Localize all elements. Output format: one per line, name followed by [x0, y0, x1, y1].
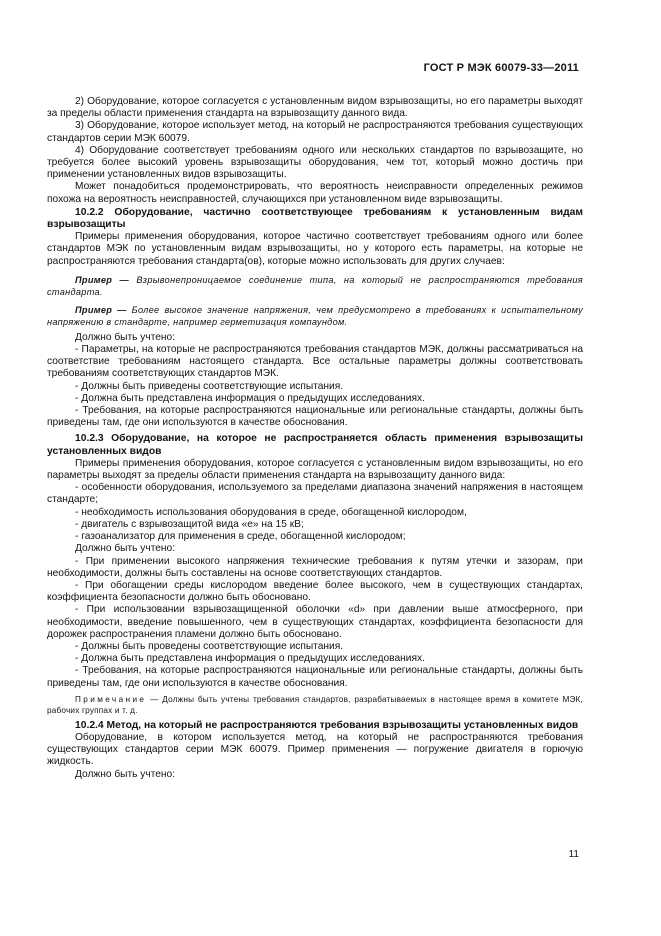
- note-text: — Должны быть учтены требования стандартов, разрабатываемых в настоящее время в комитете МЭК, рабочих группах и т. д.: [47, 694, 583, 716]
- list-item: - газоанализатор для применения в среде, обогащенной кислородом;: [75, 531, 406, 543]
- note: [47, 694, 583, 717]
- list-item: - При применении высокого напряжения технические требования к путям утечки и зазорам, при необходимости, должны быть составлены на основе соответствующих стандартов.: [47, 555, 583, 579]
- section-heading-10-2-4: 10.2.4 Метод, на который не распространяются требования взрывозащиты установленных видов: [75, 719, 579, 731]
- doc-code-header: ГОСТ Р МЭК 60079-33—2011: [423, 62, 579, 74]
- paragraph: Должно быть учтено:: [75, 543, 176, 555]
- list-item: - Должны быть приведены соответствующие испытания.: [75, 380, 344, 392]
- list-item: - двигатель с взрывозащитой вида «е» на 15 кВ;: [75, 518, 304, 530]
- list-item: - необходимость использования оборудования в среде, обогащенной кислородом,: [75, 506, 467, 518]
- paragraph: Оборудование, в котором используется метод, на который не распространяются требования существующих стандартов серии МЭК 60079. Пример применения — погружение двигателя в горючую жидкость.: [47, 731, 583, 768]
- paragraph: Примеры применения оборудования, которое частично соответствует требованиям одного или более стандартов МЭК по установленным видам взрывозащиты, но у которого есть параметры, на которые не распространяются требования стандарта(ов), которые можно использовать для других случаев:: [47, 231, 583, 267]
- example-1: [47, 274, 583, 298]
- paragraph: 2) Оборудование, которое согласуется с установленным видом взрывозащиты, но его параметры выходят за пределы области применения стандарта на взрывозащиту данного вида.: [47, 96, 583, 120]
- note-label: Примечание: [75, 694, 147, 704]
- list-item: - особенности оборудования, используемого за пределами диапазона значений напряжения в настоящем стандарте;: [47, 482, 583, 506]
- example-label: Пример —: [75, 304, 127, 315]
- page-content: [47, 96, 583, 781]
- section-heading-10-2-3: 10.2.3 Оборудование, на которое не распространяется область применения взрывозащиты установленных видов: [47, 433, 583, 457]
- page-number: 11: [568, 849, 579, 860]
- list-item: - Должны быть проведены соответствующие испытания.: [75, 640, 344, 652]
- example-text: Более высокое значение напряжения, чем предусмотрено в требованиях к испытательному напряжению в стандарте, например герметизация компаундом.: [47, 304, 583, 327]
- paragraph: Может понадобиться продемонстрировать, что вероятность неисправности определенных режимов похожа на вероятность неисправностей, случающихся при установленном виде взрывозащиты.: [47, 181, 583, 205]
- paragraph: Примеры применения оборудования, которое согласуется с установленным видом взрывозащиты, но его параметры выходят за пределы области применения стандарта на взрывозащиту данного вида:: [47, 457, 583, 482]
- list-item: - При обогащении среды кислородом введение более высокого, чем в существующих стандартах, коэффициента безопасности должно быть обосновано.: [47, 579, 583, 604]
- list-item: - Требования, на которые распространяются национальные или региональные стандарты, должны быть приведены там, где они используются в качестве обоснования.: [47, 665, 583, 689]
- list-item: - При использовании взрывозащищенной оболочки «d» при давлении выше атмосферного, при необходимости, введение повышенного, чем в существующих стандартах, коэффициента безопасности для дорожек распространения пламени должно быть обосновано.: [47, 604, 583, 640]
- list-item: - Должна быть представлена информация о предыдущих исследованиях.: [75, 653, 425, 665]
- paragraph: 4) Оборудование соответствует требованиям одного или нескольких стандартов по взрывозащите, но требуется более высокий уровень взрывозащиты оборудования, чем тот, который можно достичь при применении установленных видов взрывозащиты.: [47, 144, 583, 181]
- example-2: [47, 304, 583, 328]
- paragraph: 3) Оборудование, которое использует метод, на который не распространяются требования существующих стандартов серии МЭК 60079.: [47, 120, 583, 144]
- example-text: Взрывонепроницаемое соединение типа, на который не распространяются требования стандарта.: [47, 274, 583, 297]
- section-heading-10-2-2: 10.2.2 Оборудование, частично соответствующее требованиям к установленным видам взрывозащиты: [47, 206, 583, 231]
- paragraph: Должно быть учтено:: [75, 331, 176, 343]
- example-label: Пример —: [75, 274, 129, 285]
- list-item: - Должна быть представлена информация о предыдущих исследованиях.: [75, 392, 425, 404]
- list-item: - Требования, на которые распространяются национальные или региональные стандарты, должны быть приведены там, где они используются в качестве обоснования.: [47, 405, 583, 429]
- list-item: - Параметры, на которые не распространяются требования стандартов МЭК, должны рассматриваться на соответствие требованиям настоящего стандарта. Все остальные параметры должны соответствовать требованиям соответствующих стандартов МЭК.: [47, 344, 583, 380]
- paragraph: Должно быть учтено:: [75, 768, 176, 780]
